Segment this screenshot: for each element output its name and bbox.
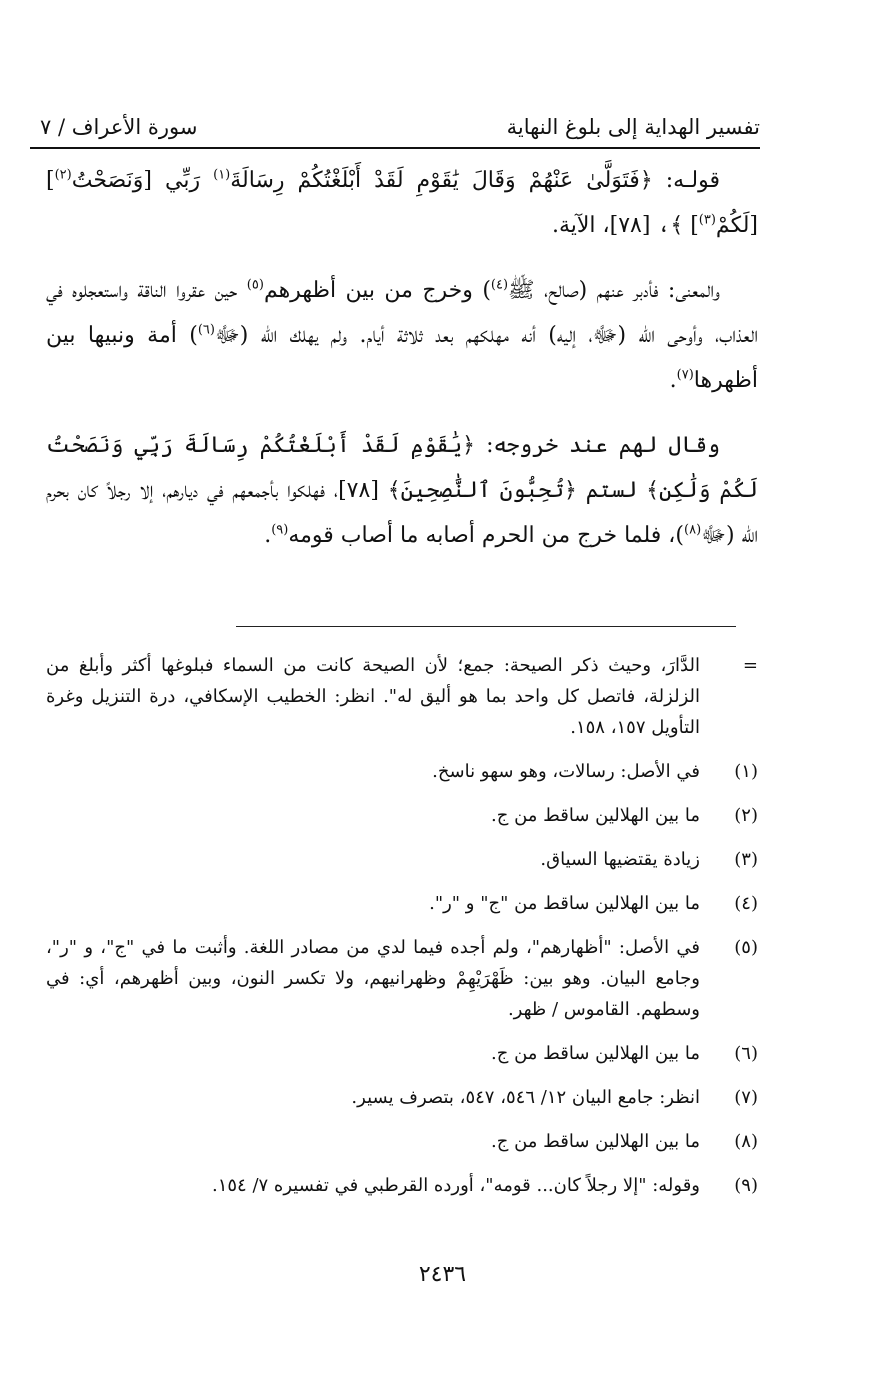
footnote-number: (٩) [734, 1175, 758, 1196]
footnote-separator [236, 626, 736, 627]
footnote-text: ما بين الهلالين ساقط من "ج" و "ر". [429, 893, 700, 914]
p2-text-c: حين عقروا الناقة واستعجلوه في العذاب، وأوحى الله (ﷻ، إليه) أنه مهلكهم بعد ثلاثة أيام. ولم يهلك الله (ﷻ [46, 278, 758, 348]
footnote-ref-2: (٢) [54, 167, 72, 183]
quran-verse-2: ﴿يَٰقَوْمِ لَقَدْ أَبْلَغْتُكُمْ رِسَالَةَ رَبِّي وَنَصَحْتُ لَكُمْ وَلَٰكِن﴾ [46, 433, 759, 503]
footnote-text: ما بين الهلالين ساقط من ج. [491, 1131, 700, 1152]
p2-text-e: . [669, 368, 677, 393]
paragraph-2 [46, 268, 758, 403]
footnote-text: ما بين الهلالين ساقط من ج. [491, 805, 700, 826]
footnote-number: (٦) [734, 1043, 758, 1064]
p2-text-a: والمعنى: فأدبر عنهم (صالح، ﷺ [508, 278, 721, 303]
footnote-text: وقوله: "إلا رجلاً كان... قومه"، أورده القرطبي في تفسيره ٧/ ١٥٤. [211, 1175, 700, 1196]
p3-text-b: لستم [576, 478, 647, 503]
footnote-ref-9: (٩) [271, 522, 289, 538]
footnote-9 [46, 1170, 758, 1201]
book-title: تفسير الهداية إلى بلوغ النهاية [506, 114, 760, 139]
footnote-7 [46, 1082, 758, 1113]
header-rule [30, 147, 760, 149]
quran-verse-3: ﴿تُحِبُّونَ ٱلنَّٰصِحِينَ﴾ [387, 478, 577, 503]
footnote-1 [46, 756, 758, 787]
footnote-3 [46, 844, 758, 875]
paragraph-3 [46, 423, 758, 558]
quran-verse: ﴿فَتَوَلَّىٰ عَنْهُمْ وَقَالَ يَٰقَوْمِ لَقَدْ أَبْلَغْتُكُمْ رِسَالَةَ [230, 168, 653, 193]
footnote-text: زيادة يقتضيها السياق. [540, 849, 700, 870]
footnote-2 [46, 800, 758, 831]
footnote-ref-6: (٦) [197, 322, 215, 338]
footnote-8 [46, 1126, 758, 1157]
footnotes [46, 650, 758, 1214]
p1-intro: قولـه: [652, 168, 720, 193]
footnote-number: (٨) [734, 1131, 758, 1152]
quran-verse-c: ] [لَكُمْ [46, 168, 758, 238]
footnote-ref-5: (٥) [246, 277, 264, 293]
footnote-number: (٤) [734, 893, 758, 914]
footnote-number: (٥) [734, 937, 758, 958]
footnote-text: انظر: جامع البيان ١٢/ ٥٤٦، ٥٤٧، بتصرف يسير. [351, 1087, 700, 1108]
p1-tail: [٧٨]، الآية. [551, 213, 658, 238]
footnote-5 [46, 932, 758, 1025]
footnote-ref-1: (١) [213, 167, 231, 183]
footnote-6 [46, 1038, 758, 1069]
page-number: ٢٤٣٦ [418, 1262, 467, 1287]
main-text [46, 158, 758, 578]
quran-verse-d: ] ﴾، [657, 213, 699, 238]
p3-text-e: . [264, 523, 272, 548]
footnote-text: ما بين الهلالين ساقط من ج. [491, 1043, 700, 1064]
footnote-ref-7: (٧) [676, 367, 694, 383]
footnote-text: الدَّارَ، وحيث ذكر الصيحة: جمع؛ لأن الصيحة كانت من السماء فبلوغها أكثر وأبلغ من الزلزلة، فاتصل كل واحد بما هو أليق له". انظر: الخطيب الإسكافي، درة التنزيل وغرة التأويل ١٥٧، ١٥٨. [46, 655, 700, 738]
running-head [40, 100, 760, 140]
quran-verse-b: رَبِّي [وَنَصَحْتُ [71, 168, 214, 193]
p3-text-c: [٧٨]، فهلكوا بأجمعهم في ديارهم، إلا رجلاً كان بحرم الله (ﷻ [46, 478, 758, 548]
footnote-continued [46, 650, 758, 743]
footnote-number: (١) [734, 761, 758, 782]
surah-label: سورة الأعراف / ٧ [40, 114, 198, 139]
p2-text-b: ) وخرج من بين أظهرهم [263, 278, 491, 303]
p2-text-d: ) أمة ونبيها بين أظهرها [46, 323, 758, 393]
footnote-ref-8: (٨) [684, 522, 702, 538]
footnote-ref-4: (٤) [490, 277, 509, 293]
footnote-4 [46, 888, 758, 919]
footnote-text: في الأصل: "أظهارهم"، ولم أجده فيما لدي من مصادر اللغة. وأثبت ما في "ج"، و "ر"، وجامع البيان. وهو بين: ظَهْرَيْهِمْ وظهرانيهم، ولا تكسر النون، وبين أظهرهم، أي: في وسطهم. القاموس / ظهر. [46, 937, 700, 1020]
footnote-text: في الأصل: رسالات، وهو سهو ناسخ. [432, 761, 700, 782]
footnote-number: (٢) [734, 805, 758, 826]
paragraph-1 [46, 158, 758, 248]
p3-text-d: )، فلما خرج من الحرم أصابه ما أصاب قومه [288, 523, 684, 548]
footnote-number: = [742, 655, 758, 676]
footnote-ref-3: (٣) [698, 212, 716, 228]
footnote-number: (٧) [734, 1087, 758, 1108]
footnote-number: (٣) [734, 849, 758, 870]
p3-text-a: وقال لهم عند خروجه: [475, 433, 720, 458]
